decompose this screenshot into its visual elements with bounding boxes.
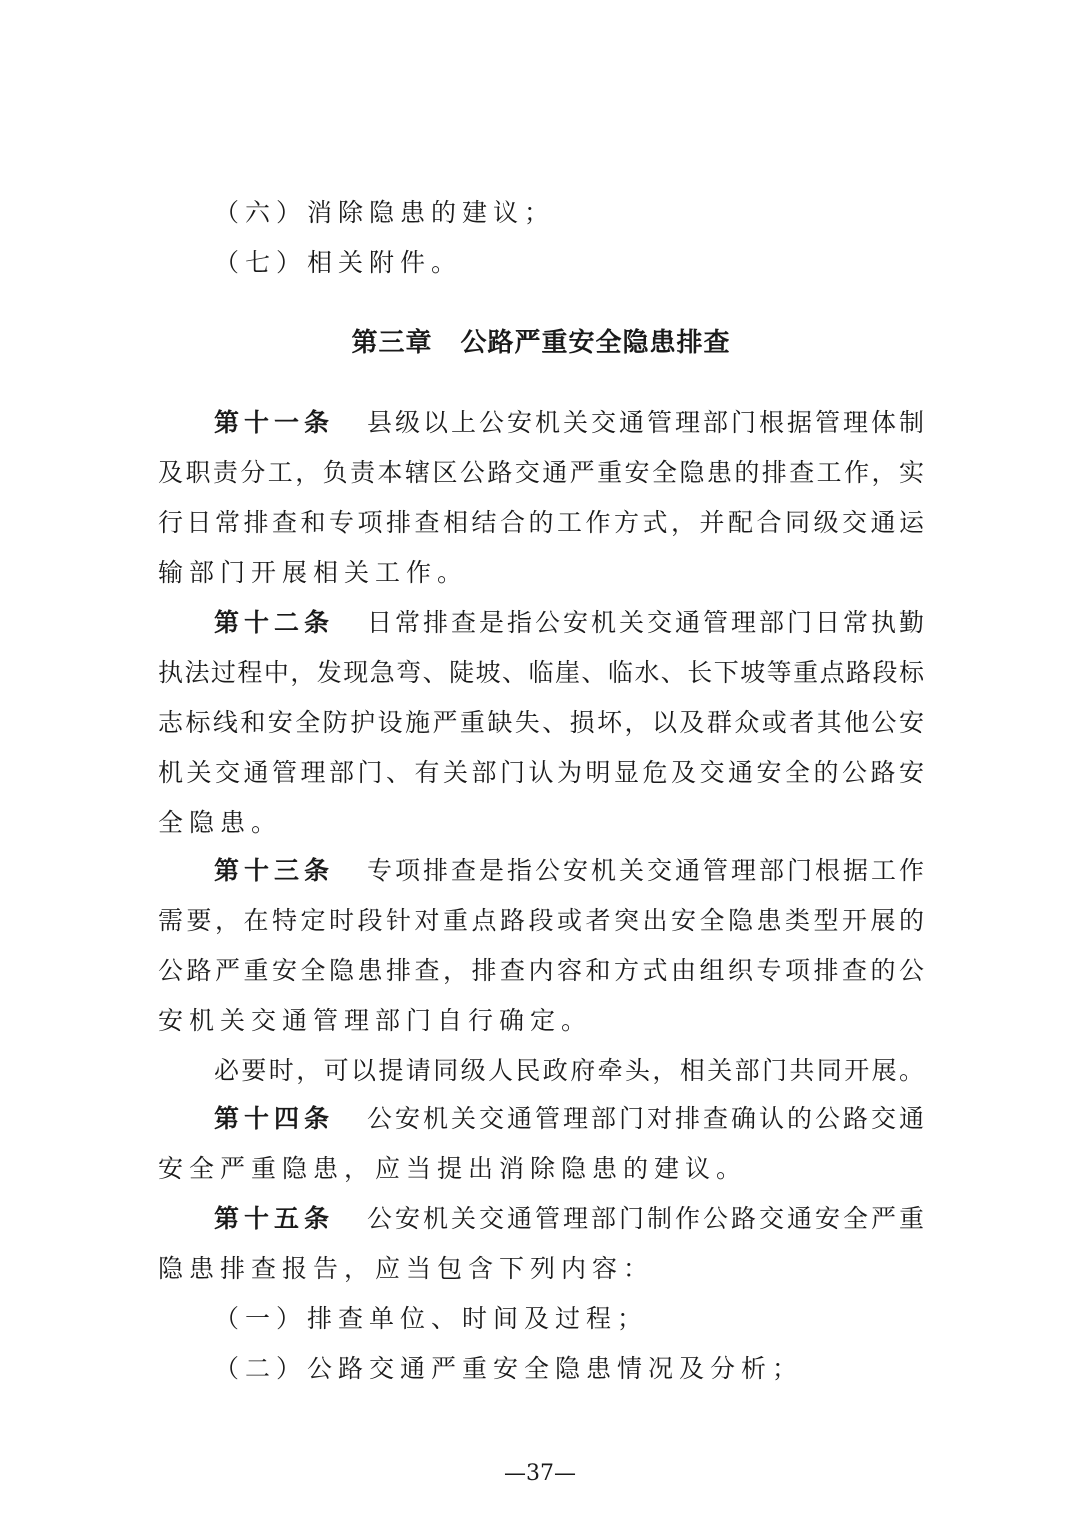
article-text: 隐患排查报告，应当包含下列内容： (158, 1254, 655, 1283)
article-text: 专项排查是指公安机关交通管理部门根据工作 (364, 856, 924, 885)
article-14 (214, 1102, 924, 1136)
article-text: 需要，在特定时段针对重点路段或者突出安全隐患类型开展的 (158, 906, 924, 935)
article-11 (214, 406, 924, 440)
document-page (158, 0, 924, 1527)
article-text: 执法过程中，发现急弯、陡坡、临崖、临水、长下坡等重点路段标 (158, 658, 924, 687)
article-number: 第十一条 (214, 408, 334, 437)
list-item: （六）消除隐患的建议； (214, 198, 556, 227)
article-text: 输部门开展相关工作。 (158, 558, 469, 587)
chapter-label: 第三章 (351, 328, 433, 358)
article-text: 安机关交通管理部门自行确定。 (158, 1006, 593, 1035)
article-number: 第十五条 (214, 1204, 334, 1233)
article-text: 公安机关交通管理部门制作公路交通安全严重 (364, 1204, 924, 1233)
chapter-heading (158, 326, 924, 360)
list-item: （一）排查单位、时间及过程； (214, 1304, 649, 1333)
article-12 (214, 606, 924, 640)
list-item: （二）公路交通严重安全隐患情况及分析； (214, 1354, 804, 1383)
article-15 (214, 1202, 924, 1236)
article-text: 行日常排查和专项排查相结合的工作方式，并配合同级交通运 (158, 508, 924, 537)
article-text: 县级以上公安机关交通管理部门根据管理体制 (364, 408, 924, 437)
page-number: —37— (504, 1461, 576, 1486)
chapter-title: 公路严重安全隐患排查 (460, 328, 731, 358)
article-text: 日常排查是指公安机关交通管理部门日常执勤 (364, 608, 924, 637)
paragraph: 必要时，可以提请同级人民政府牵头，相关部门共同开展。 (214, 1056, 924, 1085)
article-text: 机关交通管理部门、有关部门认为明显危及交通安全的公路安 (158, 758, 924, 787)
article-text: 公路严重安全隐患排查，排查内容和方式由组织专项排查的公 (158, 956, 924, 985)
article-number: 第十四条 (214, 1104, 334, 1133)
article-text: 志标线和安全防护设施严重缺失、损坏，以及群众或者其他公安 (158, 708, 924, 737)
article-text: 安全严重隐患，应当提出消除隐患的建议。 (158, 1154, 748, 1183)
list-item: （七）相关附件。 (214, 248, 463, 277)
article-text: 公安机关交通管理部门对排查确认的公路交通 (364, 1104, 924, 1133)
article-text: 全隐患。 (158, 808, 283, 837)
article-number: 第十二条 (214, 608, 334, 637)
article-text: 及职责分工，负责本辖区公路交通严重安全隐患的排查工作，实 (158, 458, 924, 487)
article-number: 第十三条 (214, 856, 334, 885)
article-13 (214, 854, 924, 888)
